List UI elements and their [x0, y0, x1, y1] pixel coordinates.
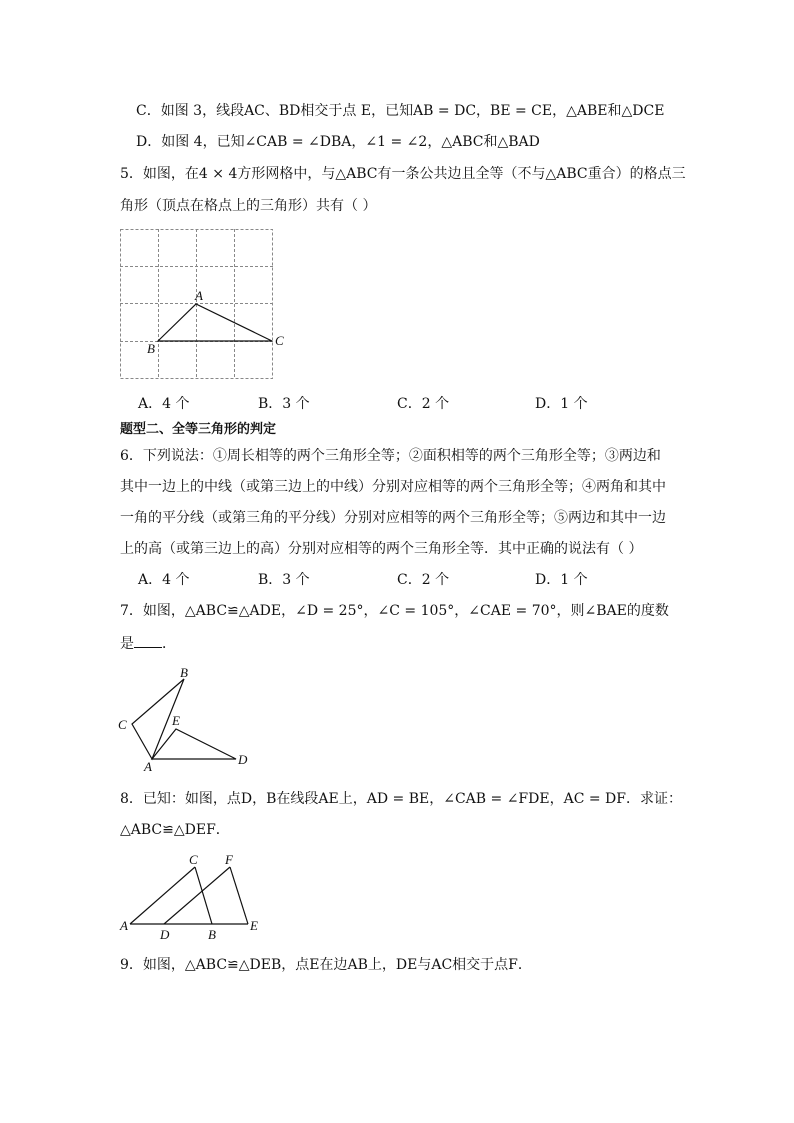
triangle-ade-q7: [152, 729, 236, 759]
label-f: F: [225, 852, 233, 867]
q5-choice-b[interactable]: B．3 个: [258, 396, 310, 412]
q8-text-line2: △ABC≌△DEF．: [120, 822, 230, 838]
label-e: E: [250, 918, 258, 933]
triangle-abc: [158, 304, 272, 341]
label-b: B: [147, 341, 155, 356]
segment-fe: [230, 867, 248, 924]
q9-text-line1: 9．如图，△ABC≌△DEB，点E在边AB上，DE与AC相交于点F．: [120, 957, 532, 973]
q4-option-c: C．如图 3，线段AC、BD相交于点 E，已知AB = DC，BE = CE，△ABE和△DCE: [136, 103, 665, 119]
q6-choice-c[interactable]: C．2 个: [397, 572, 450, 588]
label-a: A: [195, 288, 203, 303]
label-c: C: [275, 333, 284, 348]
q6-text-line1: 6．下列说法：①周长相等的两个三角形全等；②面积相等的两个三角形全等；③两边和: [120, 448, 661, 464]
label-a: A: [144, 759, 152, 774]
q7-line2-prefix: 是: [120, 636, 134, 652]
label-c: C: [189, 852, 198, 867]
q4-option-d: D．如图 4，已知∠CAB = ∠DBA，∠1 = ∠2，△ABC和△BAD: [136, 134, 540, 150]
q6-text-line3: 一角的平分线（或第三角的平分线）分别对应相等的两个三角形全等；⑤两边和其中一边: [120, 510, 666, 526]
q6-choice-a[interactable]: A．4 个: [138, 572, 190, 588]
q5-text-line1: 5．如图，在4 × 4方形网格中，与△ABC有一条公共边且全等（不与△ABC重合）的格点三: [120, 166, 686, 182]
q7-text-line2: [120, 633, 176, 654]
label-b: B: [180, 665, 188, 680]
segment-ac: [130, 867, 195, 924]
q5-grid-figure: [120, 229, 284, 384]
q7-figure: [112, 664, 252, 774]
q8-text-line1: 8．已知：如图，点D，B在线段AE上，AD = BE，∠CAB = ∠FDE，AC = DF．求证：: [120, 791, 682, 807]
q5-choice-d[interactable]: D．1 个: [535, 396, 588, 412]
q6-text-line4: 上的高（或第三边上的高）分别对应相等的两个三角形全等．其中正确的说法有（ ）: [120, 541, 643, 557]
q7-answer-blank[interactable]: [134, 633, 162, 648]
q6-choice-d[interactable]: D．1 个: [535, 572, 588, 588]
q8-figure: [118, 850, 268, 940]
label-a: A: [120, 918, 128, 933]
label-d: D: [238, 752, 248, 767]
q7-text-line1: 7．如图，△ABC≌△ADE，∠D = 25°，∠C = 105°，∠CAE = 70°，则∠BAE的度数: [120, 603, 669, 619]
q7-line2-suffix: ．: [162, 636, 176, 652]
label-d: D: [160, 927, 170, 942]
label-b: B: [208, 927, 216, 942]
q5-choice-c[interactable]: C．2 个: [397, 396, 450, 412]
q6-choice-b[interactable]: B．3 个: [258, 572, 310, 588]
label-e: E: [172, 713, 180, 728]
section-title: 题型二、全等三角形的判定: [120, 422, 277, 437]
label-c: C: [118, 717, 127, 732]
q6-text-line2: 其中一边上的中线（或第三边上的中线）分别对应相等的两个三角形全等；④两角和其中: [120, 479, 666, 495]
q5-choice-a[interactable]: A．4 个: [138, 396, 190, 412]
q5-text-line2: 角形（顶点在格点上的三角形）共有（ ）: [120, 198, 377, 214]
